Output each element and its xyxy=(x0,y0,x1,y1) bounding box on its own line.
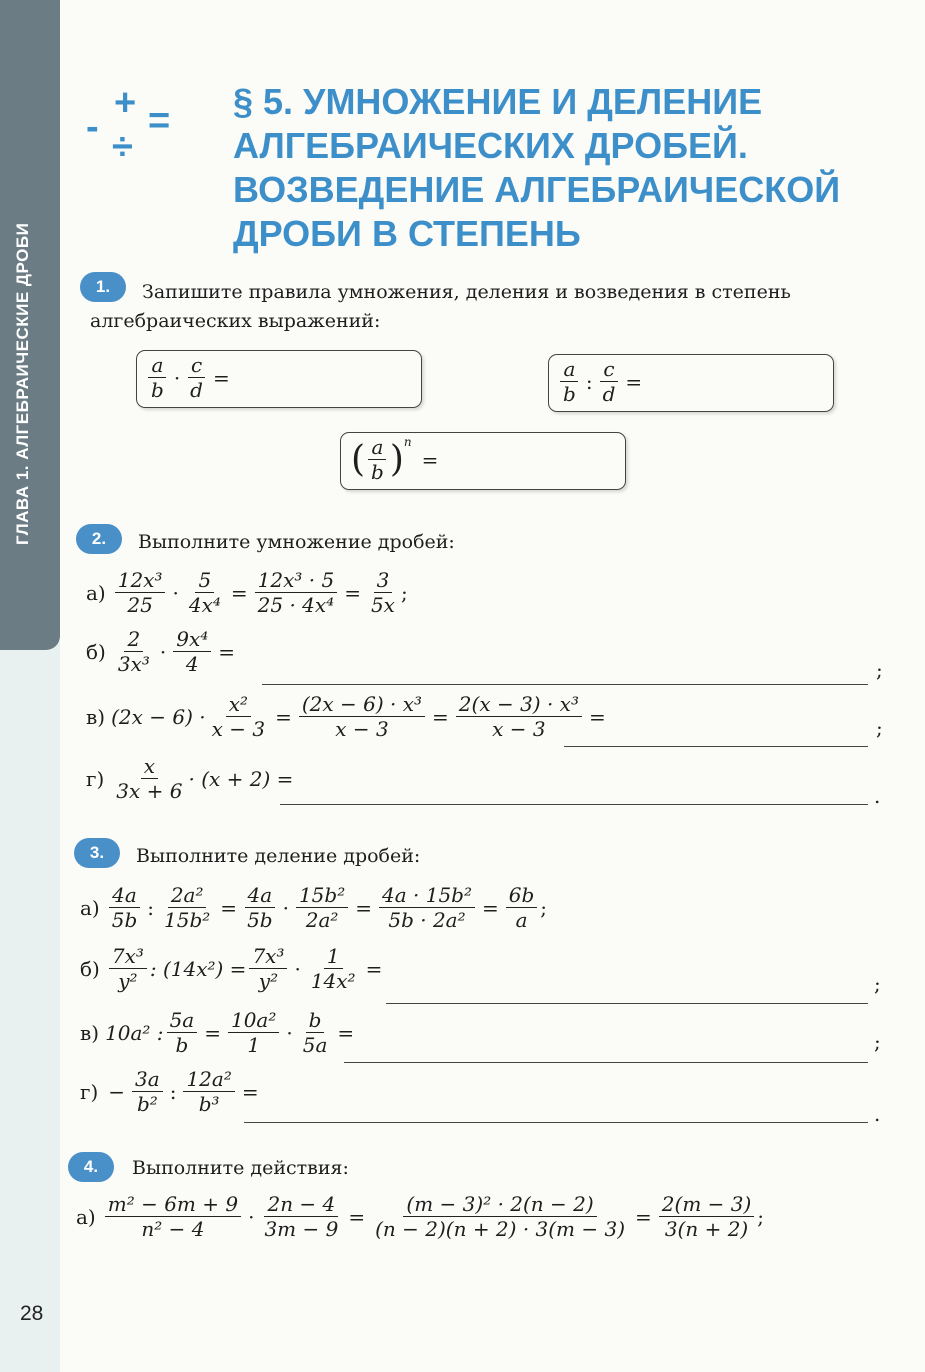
title-line-2: АЛГЕБРАИЧЕСКИХ ДРОБЕЙ. xyxy=(233,125,748,166)
answer-line[interactable] xyxy=(262,684,868,685)
equals-symbol: = xyxy=(148,100,171,142)
answer-box-multiply[interactable]: $\frac{a}{b}$ · $\frac{c}{d}$ = xyxy=(136,350,422,408)
task-4-badge: 4. xyxy=(68,1152,114,1182)
task-4-text: Выполните действия: xyxy=(132,1157,349,1179)
page-number: 28 xyxy=(20,1302,44,1325)
minus-symbol: - xyxy=(86,106,99,148)
section-title xyxy=(233,80,913,256)
answer-box-power[interactable]: ( $\frac{a}{b}$ ) $^n$ = xyxy=(340,432,626,490)
title-line-4: ДРОБИ В СТЕПЕНЬ xyxy=(233,213,581,254)
task-1-text-line-2: алгебраических выражений: xyxy=(90,310,381,332)
chapter-label: ГЛАВА 1. АЛГЕБРАИЧЕСКИЕ ДРОБИ xyxy=(13,222,32,545)
arithmetic-symbols-icon xyxy=(82,82,192,172)
plus-symbol: + xyxy=(114,82,137,124)
sidebar xyxy=(0,0,60,1372)
task-3-text: Выполните деление дробей: xyxy=(136,845,421,867)
task-3b: б) $\frac{\text{7x³}}{\text{y²}}$ : (14x²) = $\frac{\text{7x³}}{\text{y²}}$ · $\frac{1}{\text{14x²}}$ = xyxy=(80,944,383,993)
divide-symbol: ÷ xyxy=(112,126,133,168)
fraction: $\frac{c}{d}$ xyxy=(600,357,619,406)
answer-line[interactable] xyxy=(564,746,868,747)
task-4a: а) $\frac{\text{m² − 6m + 9}}{\text{n² − 4}}$ · $\frac{2n - 4}{3m - 9}$ = $\frac{\text{(m − 3)² · 2(n − 2)}}{(n - 2)(n + 2) \cdot 3(m - 3)}$ = $\frac{2(m - 3)}{3(n + 2)}$ ; xyxy=(76,1192,765,1241)
task-2-text: Выполните умножение дробей: xyxy=(138,531,455,553)
answer-line[interactable] xyxy=(344,1062,868,1063)
answer-line[interactable] xyxy=(386,1003,868,1004)
title-line-1: § 5. УМНОЖЕНИЕ И ДЕЛЕНИЕ xyxy=(233,81,763,122)
task-2a: а) $\frac{\text{12x³}}{25}$ · $\frac{5}{\text{4x⁴}}$ = $\frac{\text{12x³ · 5}}{\text{25 · 4x⁴}}$ = $\frac{3}{5x}$ ; xyxy=(86,568,408,617)
fraction: $\frac{a}{b}$ xyxy=(560,357,579,406)
answer-line[interactable] xyxy=(280,804,868,805)
task-3a: а) $\frac{4a}{5b}$ : $\frac{\text{2a²}}{\text{15b²}}$ = $\frac{4a}{5b}$ · $\frac{\text{15b²}}{\text{2a²}}$ = $\frac{\text{4a · 15b²}}{\text{5b · 2a²}}$ = $\frac{6b}{a}$ ; xyxy=(80,883,548,932)
task-3c: в) 10a² : $\frac{5a}{b}$ = $\frac{\text{10a²}}{1}$ · $\frac{b}{5a}$ = xyxy=(80,1008,355,1057)
task-3-badge: 3. xyxy=(74,838,120,868)
task-2-badge: 2. xyxy=(76,524,122,554)
task-2c: в) (2x − 6) · $\frac{\text{x²}}{x - 3}$ = $\frac{\text{(2x − 6) · x³}}{x - 3}$ = $\frac{\text{2(x − 3) · x³}}{x - 3}$ = xyxy=(86,692,606,741)
fraction: $\frac{c}{d}$ xyxy=(187,353,206,402)
task-3d: г) − $\frac{3a}{\text{b²}}$ : $\frac{\text{12a²}}{\text{b³}}$ = xyxy=(80,1067,259,1116)
task-2b: б) $\frac{2}{\text{3x³}}$ · $\frac{\text{9x⁴}}{4}$ = xyxy=(86,627,236,676)
title-line-3: ВОЗВЕДЕНИЕ АЛГЕБРАИЧЕСКОЙ xyxy=(233,169,841,210)
answer-line[interactable] xyxy=(244,1122,868,1123)
task-1-badge: 1. xyxy=(80,272,126,302)
answer-box-divide[interactable]: $\frac{a}{b}$ : $\frac{c}{d}$ = xyxy=(548,354,834,412)
task-2d: г) $\frac{x}{3x + 6}$ · (x + 2) = xyxy=(86,754,294,803)
fraction: $\frac{a}{b}$ xyxy=(148,353,167,402)
fraction: $\frac{a}{b}$ xyxy=(368,435,387,484)
task-1-text-line-1: Запишите правила умножения, деления и возведения в степень xyxy=(142,281,791,303)
